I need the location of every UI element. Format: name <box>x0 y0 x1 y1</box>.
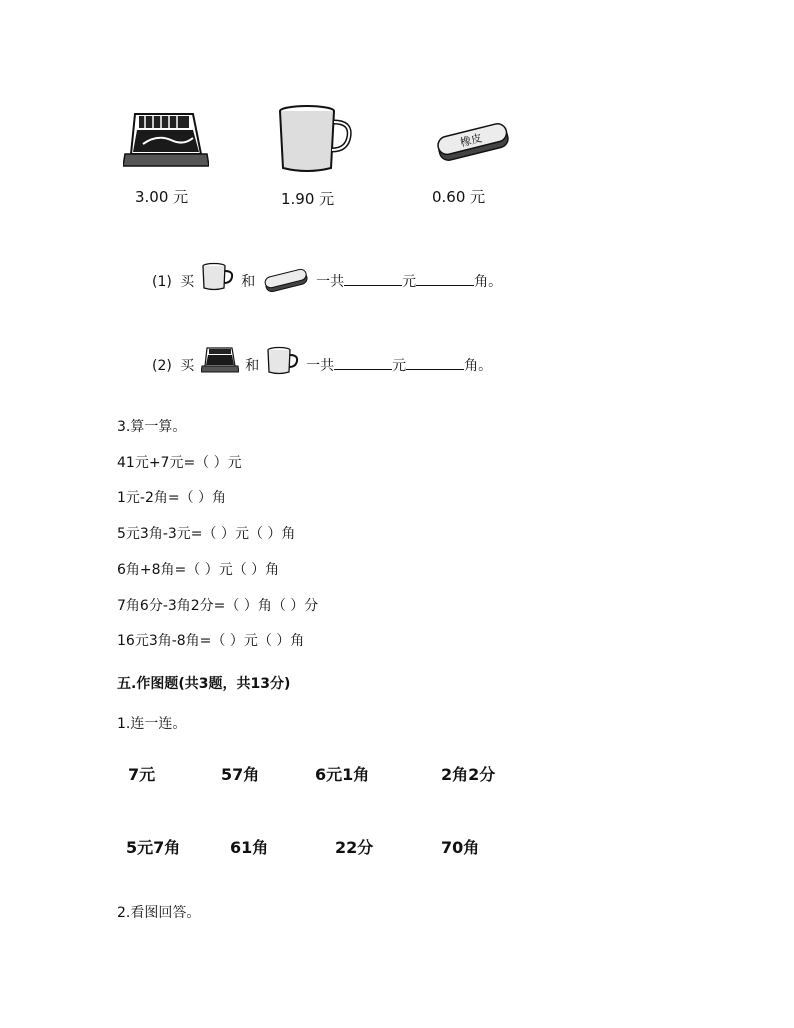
calc-line-6: 16元3角-8角=（ ）元（ ）角 <box>117 633 305 649</box>
match-bottom-2[interactable]: 61角 <box>230 838 269 857</box>
mug-icon <box>201 262 235 292</box>
price-calculator: 3.00 元 <box>135 188 189 206</box>
q2-and: 和 <box>245 358 260 374</box>
eraser-icon <box>262 268 310 292</box>
q2-unit-yuan: 元 <box>392 358 407 374</box>
match-bottom-1[interactable]: 5元7角 <box>126 838 181 857</box>
q2-number: (2) <box>152 358 172 374</box>
mug-icon <box>266 346 300 376</box>
q2-jiao-blank[interactable] <box>406 355 464 370</box>
q1-and: 和 <box>241 274 256 290</box>
price-mug: 1.90 元 <box>281 190 335 208</box>
price-eraser: 0.60 元 <box>432 188 486 206</box>
q2-unit-jiao: 角。 <box>464 358 493 374</box>
section5-heading: 五.作图题(共3题，共13分) <box>117 676 291 692</box>
q1-unit-jiao: 角。 <box>474 274 503 290</box>
question-1 <box>152 262 502 296</box>
q1-yuan-blank[interactable] <box>344 271 402 286</box>
match-bottom-3[interactable]: 22分 <box>335 838 374 857</box>
calc-line-2: 1元-2角=（ ）角 <box>117 490 227 506</box>
q2-total: 一共 <box>306 358 335 374</box>
section5-q2: 2.看图回答。 <box>117 905 201 921</box>
q2-buy: 买 <box>180 358 195 374</box>
section3-heading: 3.算一算。 <box>117 419 187 435</box>
q2-yuan-blank[interactable] <box>334 355 392 370</box>
match-top-2[interactable]: 57角 <box>221 765 260 784</box>
calc-line-4: 6角+8角=（ ）元（ ）角 <box>117 562 280 578</box>
eraser-label: 橡皮 <box>458 131 484 150</box>
q1-buy: 买 <box>180 274 195 290</box>
q1-total: 一共 <box>316 274 345 290</box>
q1-unit-yuan: 元 <box>402 274 417 290</box>
calculator-icon <box>201 346 239 376</box>
section5-q1: 1.连一连。 <box>117 716 187 732</box>
eraser-picture <box>434 122 512 166</box>
question-2 <box>152 346 492 380</box>
match-top-1[interactable]: 7元 <box>128 765 156 784</box>
q1-mug-picture <box>201 262 235 296</box>
calc-line-5: 7角6分-3角2分=（ ）角（ ）分 <box>117 598 319 614</box>
q2-mug-picture <box>266 346 300 380</box>
calc-line-3: 5元3角-3元=（ ）元（ ）角 <box>117 526 296 542</box>
mug-picture <box>277 104 355 178</box>
match-top-4[interactable]: 2角2分 <box>441 765 496 784</box>
q2-calculator-picture <box>201 346 239 380</box>
q1-jiao-blank[interactable] <box>416 271 474 286</box>
calculator-picture <box>123 110 209 174</box>
calc-line-1: 41元+7元=（ ）元 <box>117 455 242 471</box>
q1-number: (1) <box>152 274 172 290</box>
match-top-3[interactable]: 6元1角 <box>315 765 370 784</box>
q1-eraser-picture <box>262 268 310 296</box>
calculator-icon <box>123 110 209 170</box>
mug-icon <box>277 104 355 174</box>
match-bottom-4[interactable]: 70角 <box>441 838 480 857</box>
